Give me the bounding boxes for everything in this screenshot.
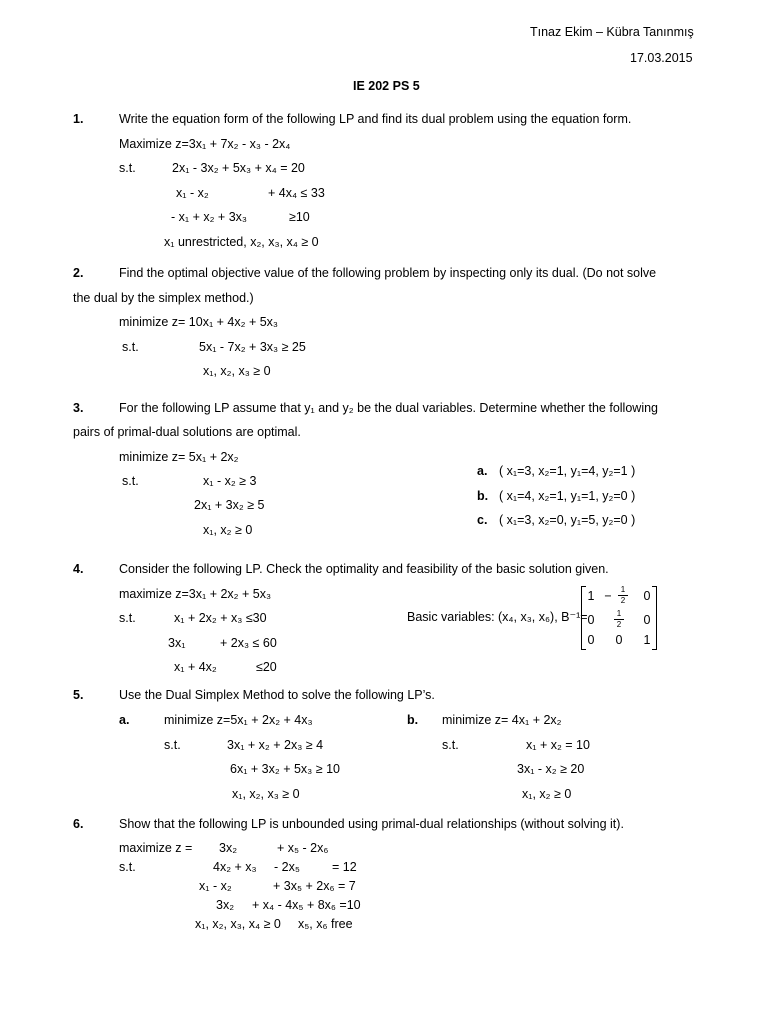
q6-constraint-3a: 3x₂ — [216, 898, 235, 912]
matrix-r1c2-minus: − — [604, 589, 612, 603]
q4-basic-variables: Basic variables: (x₄, x₃, x₆), B⁻¹= — [407, 610, 588, 624]
matrix-r1c3: 0 — [643, 589, 651, 603]
matrix-r1c2-num: 1 — [620, 585, 626, 594]
q5b-label: b. — [407, 713, 419, 727]
q5a-constraint-2: 6x₁ + 3x₂ + 5x₃ ≥ 10 — [230, 762, 340, 776]
q2-constraint-1: 5x₁ - 7x₂ + 3x₃ ≥ 25 — [199, 340, 306, 354]
q1-constraint-4: x₁ unrestricted, x₂, x₃, x₄ ≥ 0 — [164, 235, 319, 249]
q4-st: s.t. — [119, 611, 136, 625]
q6-st: s.t. — [119, 860, 136, 874]
q1-constraint-3a: - x₁ + x₂ + 3x₃ — [171, 210, 247, 224]
q5a-constraint-1: 3x₁ + x₂ + 2x₃ ≥ 4 — [227, 738, 324, 752]
q2-constraint-2: x₁, x₂, x₃ ≥ 0 — [203, 364, 271, 378]
q3-text-a: For the following LP assume that y₁ and y₂ be the dual variables. Determine whether the following — [119, 401, 658, 415]
q3-constraint-2: 2x₁ + 3x₂ ≥ 5 — [194, 498, 265, 512]
matrix-r1c1: 1 — [587, 589, 595, 603]
q5-number: 5. — [73, 688, 84, 702]
q6-constraint-4b: x₅, x₆ free — [298, 917, 353, 931]
q4-constraint-2b: + 2x₃ ≤ 60 — [220, 636, 277, 650]
q5b-constraint-3: x₁, x₂ ≥ 0 — [522, 787, 572, 801]
matrix-r2c1: 0 — [587, 613, 595, 627]
q4-objective: maximize z=3x₁ + 2x₂ + 5x₃ — [119, 587, 272, 601]
q3-pair-b: ( x₁=4, x₂=1, y₁=1, y₂=0 ) — [499, 489, 636, 503]
q1-constraint-1: 2x₁ - 3x₂ + 5x₃ + x₄ = 20 — [172, 161, 305, 175]
matrix-r1c2-den: 2 — [620, 596, 626, 605]
q6-objective-label: maximize z = — [119, 841, 193, 855]
q5b-st: s.t. — [442, 738, 459, 752]
q5a-label: a. — [119, 713, 130, 727]
q5-text: Use the Dual Simplex Method to solve the following LP’s. — [119, 688, 435, 702]
q5a-constraint-3: x₁, x₂, x₃ ≥ 0 — [232, 787, 300, 801]
q5b-constraint-2: 3x₁ - x₂ ≥ 20 — [517, 762, 585, 776]
doc-title: IE 202 PS 5 — [353, 79, 420, 93]
q3-pair-c-label: c. — [477, 513, 488, 527]
q5b-objective: minimize z= 4x₁ + 2x₂ — [442, 713, 562, 727]
q6-number: 6. — [73, 817, 84, 831]
q2-objective: minimize z= 10x₁ + 4x₂ + 5x₃ — [119, 315, 279, 329]
q6-constraint-3b: + x₄ - 4x₅ + 8x₆ =10 — [252, 898, 361, 912]
q6-constraint-1c: = 12 — [332, 860, 357, 874]
q4-constraint-3b: ≤20 — [256, 660, 277, 674]
matrix-r1c2-fraction — [618, 586, 628, 605]
q3-constraint-3: x₁, x₂ ≥ 0 — [203, 523, 253, 537]
q6-text: Show that the following LP is unbounded using primal-dual relationships (without solving it). — [119, 817, 624, 831]
q2-text-b: the dual by the simplex method.) — [73, 291, 254, 305]
q3-constraint-1: x₁ - x₂ ≥ 3 — [203, 474, 257, 488]
q6-objective-rest: + x₅ - 2x₆ — [277, 841, 329, 855]
q1-st: s.t. — [119, 161, 136, 175]
q3-number: 3. — [73, 401, 84, 415]
q4-constraint-3a: x₁ + 4x₂ — [174, 660, 217, 674]
matrix-r2c2-fraction — [614, 610, 624, 629]
matrix-r2c3: 0 — [643, 613, 651, 627]
matrix-r3c1: 0 — [587, 633, 595, 647]
q1-constraint-3b: ≥10 — [289, 210, 310, 224]
q2-number: 2. — [73, 266, 84, 280]
q3-pair-a: ( x₁=3, x₂=1, y₁=4, y₂=1 ) — [499, 464, 636, 478]
q4-text: Consider the following LP. Check the optimality and feasibility of the basic solution given. — [119, 562, 609, 576]
q6-objective-x2: 3x₂ — [219, 841, 238, 855]
q2-text-a: Find the optimal objective value of the following problem by inspecting only its dual. (Do not solve — [119, 266, 657, 280]
q3-objective: minimize z= 5x₁ + 2x₂ — [119, 450, 239, 464]
date: 17.03.2015 — [630, 51, 693, 65]
q1-number: 1. — [73, 112, 84, 126]
q3-pair-b-label: b. — [477, 489, 489, 503]
q6-constraint-1b: - 2x₅ — [274, 860, 300, 874]
matrix-r3c2: 0 — [615, 633, 623, 647]
q3-text-b: pairs of primal-dual solutions are optimal. — [73, 425, 301, 439]
q3-st: s.t. — [122, 474, 139, 488]
b-inverse-matrix — [581, 586, 657, 648]
q4-number: 4. — [73, 562, 84, 576]
q4-constraint-2a: 3x₁ — [168, 636, 186, 650]
q5a-objective: minimize z=5x₁ + 2x₂ + 4x₃ — [164, 713, 313, 727]
q3-pair-a-label: a. — [477, 464, 488, 478]
q6-constraint-4a: x₁, x₂, x₃, x₄ ≥ 0 — [195, 917, 281, 931]
q2-st: s.t. — [122, 340, 139, 354]
q5a-st: s.t. — [164, 738, 181, 752]
matrix-r2c2-den: 2 — [616, 620, 622, 629]
matrix-r3c3: 1 — [643, 633, 651, 647]
q1-objective: Maximize z=3x₁ + 7x₂ - x₃ - 2x₄ — [119, 137, 291, 151]
matrix-r2c2-num: 1 — [616, 609, 622, 618]
q6-constraint-2a: x₁ - x₂ — [199, 879, 232, 893]
q1-constraint-2b: + 4x₄ ≤ 33 — [268, 186, 325, 200]
q4-constraint-1: x₁ + 2x₂ + x₃ ≤30 — [174, 611, 267, 625]
authors: Tınaz Ekim – Kübra Tanınmış — [530, 25, 694, 39]
q1-constraint-2a: x₁ - x₂ — [176, 186, 209, 200]
q5b-constraint-1: x₁ + x₂ = 10 — [526, 738, 590, 752]
q6-constraint-2b: + 3x₅ + 2x₆ = 7 — [273, 879, 356, 893]
q6-constraint-1a: 4x₂ + x₃ — [213, 860, 257, 874]
q3-pair-c: ( x₁=3, x₂=0, y₁=5, y₂=0 ) — [499, 513, 636, 527]
q1-text: Write the equation form of the following LP and find its dual problem using the equation form. — [119, 112, 632, 126]
